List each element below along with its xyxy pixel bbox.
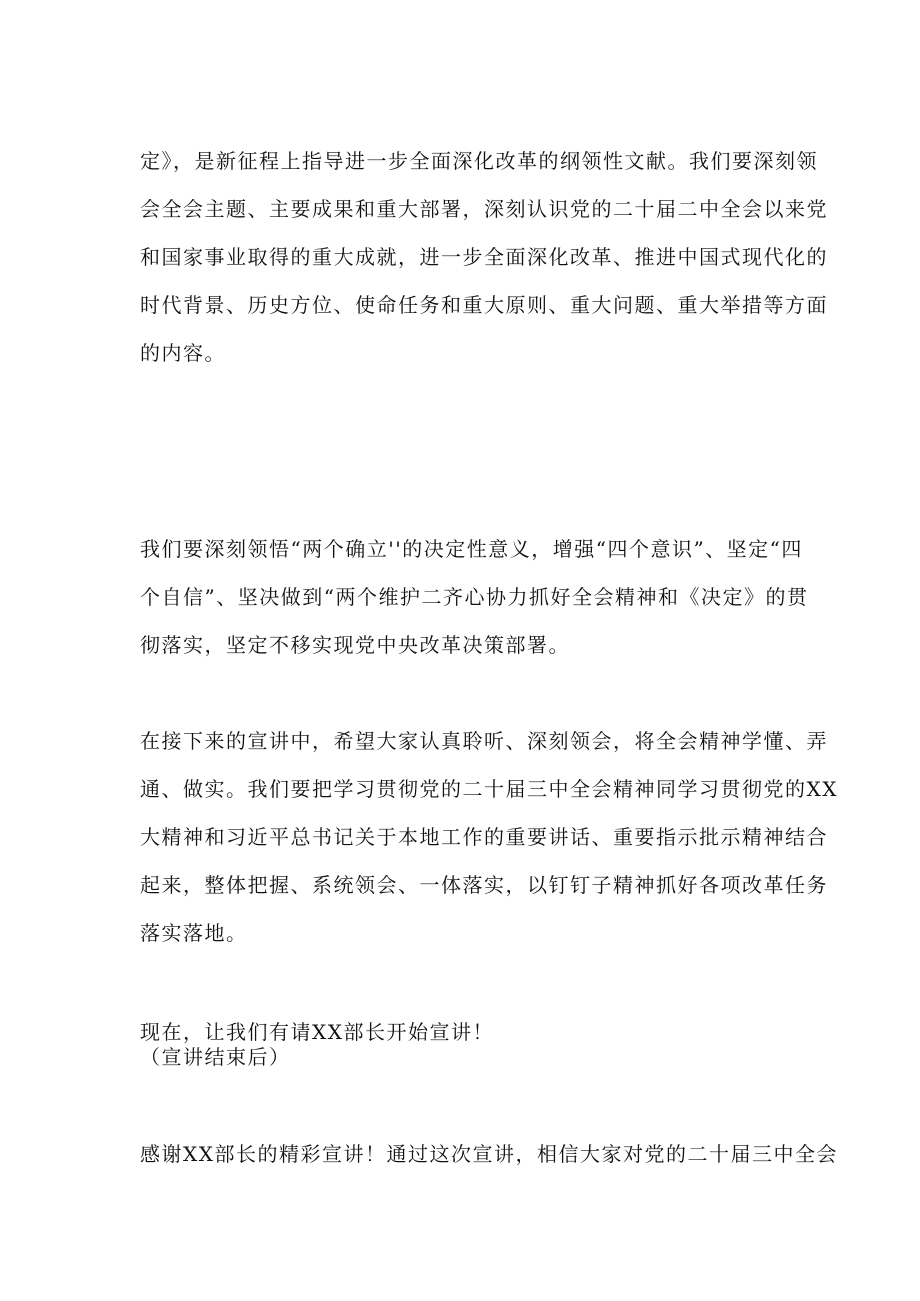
text-line: 会全会主题、主要成果和重大部署，深刻认识党的二十届二中全会以来党 bbox=[140, 197, 828, 221]
text-line: 感谢XX部长的精彩宣讲！通过这次宣讲，相信大家对党的二十届三中全会 bbox=[140, 1142, 838, 1166]
paragraph-invite-speaker bbox=[140, 1020, 780, 1070]
text-line: 现在，让我们有请XX部长开始宣讲！ bbox=[140, 1020, 494, 1044]
text-line: 个自信”、坚决做到“两个维护二齐心协力抓好全会精神和《决定》的贯 bbox=[140, 585, 809, 609]
text-line: 的内容。 bbox=[140, 341, 226, 365]
paragraph-decision-content bbox=[140, 137, 828, 377]
text-line: 大精神和习近平总书记关于本地工作的重要讲话、重要指示批示精神结合 bbox=[140, 825, 828, 849]
text-line: 定》，是新征程上指导进一步全面深化改革的纲领性文献。我们要深刻领 bbox=[140, 149, 818, 173]
paragraph-two-establishments bbox=[140, 525, 809, 669]
text-line: 彻落实，坚定不移实现党中央改革决策部署。 bbox=[140, 633, 570, 657]
stage-direction: （宣讲结束后） bbox=[140, 1045, 291, 1069]
text-line: 我们要深刻领悟“两个确立''的决定性意义，增强“四个意识”、坚定“四 bbox=[140, 537, 803, 561]
paragraph-lecture-expectations bbox=[140, 717, 838, 957]
text-line: 在接下来的宣讲中，希望大家认真聆听、深刻领会，将全会精神学懂、弄 bbox=[140, 729, 828, 753]
paragraph-thanks bbox=[140, 1130, 838, 1178]
text-line: 时代背景、历史方位、使命任务和重大原则、重大问题、重大举措等方面 bbox=[140, 293, 828, 317]
text-line: 和国家事业取得的重大成就，进一步全面深化改革、推进中国式现代化的 bbox=[140, 245, 828, 269]
text-line: 落实落地。 bbox=[140, 921, 248, 945]
text-line: 通、做实。我们要把学习贯彻党的二十届三中全会精神同学习贯彻党的XX bbox=[140, 777, 838, 801]
text-line: 起来，整体把握、系统领会、一体落实，以钉钉子精神抓好各项改革任务 bbox=[140, 873, 828, 897]
